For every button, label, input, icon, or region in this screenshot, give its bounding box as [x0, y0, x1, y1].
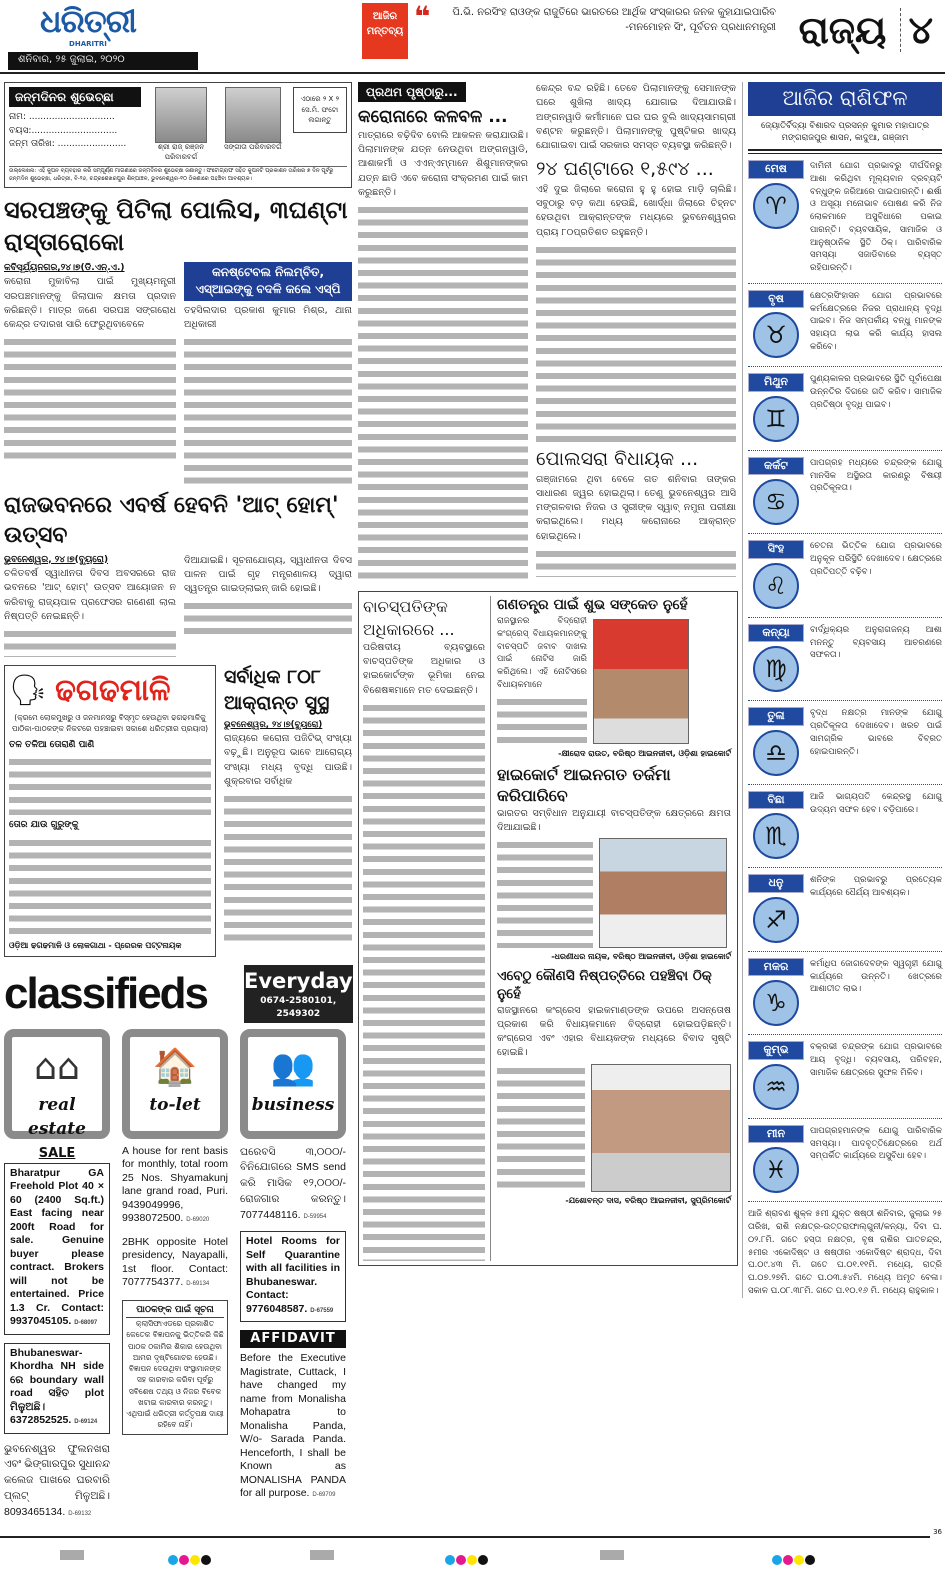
sign-name: କୁମ୍ଭ — [748, 1041, 804, 1060]
article-body: ରାଜସ୍ଥାନର ବିଦ୍ରୋହୀ କଂଗ୍ରେସ୍ ବିଧାୟକମାନଙ୍କୁ ବାଚସ୍ପତି ଜବାବ ଦାଖଲ ପାଇଁ ନୋଟିସ ଜାରି କରିଥିଲେ। ଏହି ନୋଟିସରେ ବିଧାୟକମାନେ — [497, 616, 587, 690]
date-bar: ଶନିବାର, ୨୫ ଜୁଲାଇ, ୨୦୨୦ — [8, 52, 198, 70]
article-body: କେନ୍ଦ୍ର ବନ୍ଦ ରହିଛି। ତେବେ ପିଲାମାନଙ୍କୁ ସେମାନଙ୍କ ଘରେ ଶୁଖିଲା ଖାଦ୍ୟ ଯୋଗାଇ ଦିଆଯାଉଛି। ଅଙ୍ଗନୱାଡି କର୍ମୀମାନେ ଘର ଘର ବୁଲି ଖାଦ୍ୟସାମଗ୍ରୀ ବଣ୍ଟନ କରୁଛନ୍ତି। ପିଲାମାନଙ୍କୁ ପୁଷ୍ଟିକର ଖାଦ୍ୟ ଯୋଗାଇବା ପାଇଁ ସରକାର ସମସ୍ତ ବ୍ୟବସ୍ଥା କରିଛନ୍ତି। — [536, 83, 736, 151]
classifieds-title: classifieds — [4, 968, 208, 1018]
maiden-icon: ♍ — [753, 646, 799, 692]
horoscope-sign — [748, 701, 942, 785]
sign-name: ମେଷ — [748, 160, 804, 179]
article-text-continuation — [358, 203, 528, 583]
to-let-house-icon: 🏠 — [152, 1046, 198, 1088]
reader-notice: ପାଠକଙ୍କ ପାଇଁ ସୂଚନା କ୍ଲାସିଫାଏଡରେ ପ୍ରକାଶିତ କେତେକ ବିଜ୍ଞାପନକୁ ଭିତ୍ତିକରି କିଛି ପାଠକ ଠକାମିର ଶିକାର ହେଉଥିବା ଆମର ଦୃଷ୍ଟିଗୋଚର ହେଉଛି। ବିଜ୍ଞାପନ ଦେଉଥିବା ସଂସ୍ଥାମାନଙ୍କ ସହ କାରବାର କରିବା ପୂର୍ବରୁ ସବିଶେଷ ତଥ୍ୟ ଓ ନିଜର ବିବେକ ଖଟାଇ କାରବାର କରନ୍ତୁ। ଏଥିପାଇଁ ଧରିତ୍ରୀ କର୍ତ୍ତୃପକ୍ଷ ଦାୟୀ ରହିବେ ନାହିଁ। — [122, 1300, 228, 1435]
headline-sarpanch: ସରପଞ୍ଚଙ୍କୁ ପିଟିଲା ପୋଲିସ, ୩ଘଣ୍ଟା ରାସ୍ତାରୋକୋ — [4, 196, 348, 257]
photo-1 — [155, 87, 207, 143]
dateline: ଭୁବନେଶ୍ୱର, ୨୪।୭(ବ୍ୟୁରୋ) — [224, 720, 323, 731]
article-body: ତହସିଲଦାର ପ୍ରକାଶ କୁମାର ମିଶ୍ର, ଥାନା ଅଧିକାରୀ — [184, 304, 352, 330]
photo-slot: ଏଠାରେ ୨ X ୨ ସେ.ମି. ଫଟୋ ଲଗାନ୍ତୁ — [293, 87, 347, 133]
sign-name: କନ୍ୟା — [748, 624, 804, 643]
page-body — [0, 74, 945, 1528]
tile-real-estate: ⌂⌂ real estate — [4, 1029, 110, 1139]
gray-patch — [60, 1550, 84, 1560]
section-title: ରାଜ୍ୟ ୪ — [798, 8, 933, 52]
sign-prediction: ପାପଗ୍ରହ ମଧ୍ୟରେ ଚନ୍ଦ୍ରଙ୍କ ଯୋଗୁ ମାନସିକ ଅସ୍ଥିରତା କାରଣରୁ ବିଷୟୀ ପ୍ରତିକୂଳତା। — [810, 457, 942, 494]
water-bearer-icon: ♒ — [753, 1064, 799, 1110]
left-column — [0, 82, 356, 1528]
byline: -ଯଶୋବନ୍ତ ଦାସ, ବରିଷ୍ଠ ଆଇନଜୀବୀ, ସୁପ୍ରିମକୋର୍ଟ — [565, 1195, 731, 1205]
sign-prediction: ଶନିଙ୍କ ପ୍ରଭାବରୁ ପ୍ରତ୍ୟେକ କାର୍ଯ୍ୟରେ ଧୈର୍ଯ୍ୟ ଆବଶ୍ୟକ। — [810, 875, 942, 898]
sign-name: ମୀନ — [748, 1125, 804, 1144]
sign-prediction: ପୁଣ୍ୟକାଳର ପ୍ରଭାବରେ ସ୍ଥିତି ପୂର୍ବାପେକ୍ଷା ଉନ୍ନତିର ଦିଗରେ ଗତି କରିବ। ସାମାଜିକ ପ୍ରତିଷ୍ଠା ବୃଦ୍ଧି ପାଇବ। — [810, 374, 942, 410]
sign-prediction: ବାର୍ଦ୍ଧିକ୍ୟର ଅନୁରାଗଜନ୍ୟ ଆଶା ମନନ୍ତୁ ବ୍ୟବସାୟ ଆଚରଣରେ ସଫଳତା। — [810, 624, 942, 661]
quote-icon: ❝ — [414, 0, 431, 33]
photo-2 — [225, 87, 281, 143]
article-text-continuation — [536, 547, 736, 577]
classified-ad: A house for rent basis for monthly, total room 25 Nos. Shyamakunj lane grand road, Puri. 9439049996, 9938072500. D-69020 — [122, 1144, 228, 1225]
horoscope-sign — [748, 618, 942, 702]
businessmen-icon: 👥 — [270, 1046, 316, 1088]
horoscope-sign — [748, 284, 942, 368]
sign-prediction: ଆଜି ଭାଗ୍ୟପତି କେନ୍ଦ୍ରସ୍ଥ ଯୋଗୁ ଉଦ୍ୟମ ସଫଳ ହେବ। ବଡ଼ିପାରେ। — [810, 791, 942, 815]
horoscope-sign — [748, 154, 942, 284]
horoscope-sign — [748, 534, 942, 618]
headline-corona-kalabala: କରୋନାରେ କଳବଳ ... — [358, 107, 508, 127]
classified-ad: Bharatpur GA Freehold Plot 40 × 60 (2400 Sq.ft.) East facing near 200ft Road for sale. Genuine buyer please contract. Brokers will not be entertained. Price 1.3 Cr. Contact: 9937045105. D-68097 — [4, 1163, 110, 1335]
proverb-title: ତଳ ତଳିଆ ତୋରାଣି ପାଣି — [9, 739, 95, 750]
kshirod-rout-photo — [593, 619, 689, 744]
horoscope-sign — [748, 868, 942, 952]
sign-prediction: କ୍ଷେତ୍ରସିଂହାସନ ଯୋଗ ପ୍ରଭାବରେ କର୍ମକ୍ଷେତ୍ରରେ ନିଜର ପ୍ରାଧାନ୍ୟ ବୃଦ୍ଧି ପାଇବ। ନିଜ ସମ୍ପର୍କୀୟ ବନ୍ଧୁ ମାନଙ୍କ ସହାୟତା ଲାଭ କରି କାର୍ଯ୍ୟ ହାସଲ କରିବେ। — [810, 290, 942, 352]
article-body: ମାତ୍ରାରେ ବଢ଼ିଦିବ ବୋଲି ଆକଳନ କରାଯାଉଛି। ପିଲାମାନଙ୍କ ଯତ୍ନ ନେଉଥିବା ଅଙ୍ଗନୱାଡି, ଆଶାକର୍ମୀ ଓ ଏଏନ୍ଏମ୍ମାନେ ଶିଶୁମାନଙ୍କର ଯତ୍ନ ଛାଡି ଏବେ କରୋନା ସଂକ୍ରମଣ ପାଇଁ କାମ କରୁଛନ୍ତି। — [358, 129, 528, 198]
horoscope-sign — [748, 1035, 942, 1119]
sign-name: ବୃଷ — [748, 290, 804, 309]
horoscope-sign — [748, 451, 942, 535]
photo-2-caption: ସଙ୍ଗୀତା ପରିବାରବର୍ଗ — [224, 143, 282, 151]
everyday-box: Everyday 0674-2580101, 2549302 — [244, 965, 353, 1023]
sign-prediction: ଦାମିନୀ ଯୋଗ ପ୍ରଭାବରୁ ଦୀର୍ଘଦିନରୁ ଆଶା କରିଥିବା ମୂଲ୍ୟବାନ ଦ୍ରବ୍ୟଟି ବନ୍ଧୁଙ୍କ ଜରିଆରେ ପାଇପାରନ୍ତି। ଈର୍ଷା ଓ ଅସୂୟା ମନୋଭାବ ପୋଷଣ କରି ନିଜ ଲୋକମାନେ ଅସୁବିଧାରେ ପକାଇ ପାରନ୍ତି। ବ୍ୟବସାୟିକ, ସାମାଜିକ ଓ ଆନୁଷ୍ଠାନିକ ସ୍ଥିତି ଠିକ୍। ପାରିବାରିକ ସମସ୍ୟା ସଜାଡିବାରେ ବ୍ୟସ୍ତ ରହିପାରନ୍ତି। — [810, 161, 942, 273]
horoscope-sign — [748, 785, 942, 869]
article-text-continuation — [184, 335, 352, 485]
birthday-fields: ନାମ: .............................. ବୟସ:.............................. ଜନ୍ମ ତାରିଖ: ........................ — [9, 112, 127, 149]
horoscope-sign — [748, 367, 942, 451]
article-text-continuation — [497, 695, 587, 745]
horoscope-sign — [748, 952, 942, 1036]
article-text-continuation — [4, 335, 176, 465]
tile-business: 👥 business — [240, 1029, 346, 1139]
proverb-text — [9, 836, 211, 936]
article-body: ରାଜ୍ୟରେ କରୋନା ପଜିଟିଭ୍ ସଂଖ୍ୟା ବଢ଼ୁଛି। ଅନୁରୂପ ଭାବେ ଆରୋଗ୍ୟ ସଂଖ୍ୟା ମଧ୍ୟ ବୃଦ୍ଧି ପାଉଛି। ଶୁକ୍ରବାର ସର୍ବାଧିକ — [224, 733, 352, 787]
classified-ad: 2BHK opposite Hotel presidency, Nayapalli, 1st floor. Contact: 7077754377. D-69134 — [122, 1235, 228, 1289]
cartoon-faces-icon: 🗣 — [9, 673, 48, 709]
speaker-powers-box — [358, 591, 738, 1266]
middle-column — [356, 82, 742, 1266]
dhaga-dhamali-box — [4, 665, 216, 957]
quote: ପି.ଭି. ନରସିଂହ ରାଓଙ୍କ ରାଜୁତିରେ ଭାରତରେ ଆର୍ଥିକ ସଂସ୍କାରର ଜନକ କୁହାଯାଇପାରିବ -ମନମୋହନ ସିଂ, ପୂର୍ବତନ ପ୍ରଧାନମନ୍ତ୍ରୀ — [452, 7, 776, 33]
sign-prediction: କର୍ମାଧିପ ଜୋଗଦେବଙ୍କ ସ୍ୱଗୃହୀ ଯୋଗୁ କାର୍ଯ୍ୟରେ ଉନ୍ନତି। ଖେତ୍ରରେ ଆଶାତୀତ ଲାଭ। — [810, 958, 942, 995]
sign-prediction: ଚେତନା ଭିତ୍ତିକ ଯୋଗ ପ୍ରଭାବରେ ଅନୁକୂଳ ପରିସ୍ଥିତି ଦେଖାଦେବ। କ୍ଷେତ୍ରରେ ପ୍ରତିପତ୍ତି ବଢ଼ିବ। — [810, 541, 942, 577]
byline: ଓଡ଼ିଆ ଢଗଢମାଳି ଓ ଲୋକଗାଥା - ପ୍ରେରକ ପଟ୍ଟନାୟକ — [9, 940, 182, 950]
article-body: ପରିଷଦୀୟ ବ୍ୟବସ୍ଥାରେ ବାଚସ୍ପତିଙ୍କ ଅଧିକାର ଓ ହାଇକୋର୍ଟଙ୍କ ଭୂମିକା ନେଇ ବିଶେଷଜ୍ଞମାନେ ମତ ଦେଇଛନ୍ତି। — [363, 641, 485, 696]
page-number: 36 — [933, 1528, 942, 1537]
goat-icon: ♑ — [753, 980, 799, 1026]
article-text-continuation — [536, 243, 736, 443]
tile-to-let: 🏠 to-let — [122, 1029, 228, 1139]
headline-808-recovered: ସର୍ବାଧିକ ୮୦୮ ଆକ୍ରାନ୍ତ ସୁସ୍ଥ — [224, 666, 330, 714]
dateline: କବିସୂର୍ଯ୍ୟନଗର,୨୪।୭(ଡି.ଏନ୍.ଏ.) — [4, 262, 125, 273]
article-body: ଦିଆଯାଇଛି। ସୂଚନାଯୋଗ୍ୟ, ସ୍ୱାଧୀନତା ଦିବସ ପାଳନ ପାଇଁ ଗୃହ ମନ୍ତ୍ରଣାଳୟ ଦ୍ୱାରା ସ୍ୱତନ୍ତ୍ର ଗାଇଡ୍ଲାଇନ୍ ଜାରି ହୋଇଛି। — [184, 554, 352, 595]
sign-name: ଧନୁ — [748, 874, 804, 893]
article-body: କରୋନା ମୁକାବିଲା ପାଇଁ ମୁଖ୍ୟମନ୍ତ୍ରୀ ସରପଞ୍ଚମାନଙ୍କୁ ଜିଲାପାଳ କ୍ଷମତା ପ୍ରଦାନ କରିଛନ୍ତି। ମାତ୍ର ଜଣେ ସରପଞ୍ଚ ସଙ୍ଗରୋଧ କେନ୍ଦ୍ର ତଦାରଖ ସାରି ଫେରୁଥିବାବେଳେ — [4, 276, 176, 331]
classified-ad: Bhubaneswar-Khordha NH side ରେ boundary wall road ସହିତ plot ମିଳୁଅଛି। 6372852525. D-69124 — [4, 1343, 110, 1434]
jasobant-das-photo — [591, 1064, 731, 1192]
masthead — [0, 0, 945, 74]
color-registration-dots — [772, 1550, 816, 1569]
color-registration-dots — [445, 1550, 489, 1569]
houses-icon: ⌂⌂ — [34, 1046, 80, 1088]
footer — [0, 1528, 942, 1570]
sign-name: କର୍କଟ — [748, 457, 804, 476]
article-body: ଚଳିତବର୍ଷ ସ୍ୱାଧୀନତା ଦିବସ ଅବସରରେ ରାଜ ଭବନରେ 'ଆଟ୍ ହୋମ୍' ଉତ୍ସବ ଆୟୋଜନ ନ କରିବାକୁ ରାଜ୍ୟପାଳ ପ୍ରଫେସର ଗଣେଶୀ ଲାଲ ନିଷ୍ପତ୍ତି ନେଇଛନ୍ତି। — [4, 568, 176, 622]
archer-icon: ♐ — [753, 897, 799, 943]
sign-list — [748, 154, 942, 1202]
gray-patch — [310, 1550, 334, 1560]
article-body: ରାଜସ୍ଥାନରେ କଂଗ୍ରେସ ହାଇକମାଣ୍ଡଙ୍କ ଉପରେ ଅସନ୍ତୋଷ ପ୍ରକାଶ କରି ବିଧାୟକମାନେ ବିଦ୍ରୋହୀ ହୋଇପଡ଼ିଛନ୍ତି। କଂଗ୍ରେସ ଏବଂ ଏହାର ବିଧାୟକଙ୍କ ମଧ୍ୟରେ ବିବାଦ ସୃଷ୍ଟି ହୋଇଛି। — [497, 1004, 731, 1059]
front-page-continuation-tag: ପ୍ରଥମ ପୃଷ୍ଠାରୁ... — [358, 82, 466, 102]
proverb-text — [9, 755, 211, 815]
column-subtitle: (କ୍ରମେ ଲୋକମୁଖରୁ ଓ ଜନମାନସରୁ ବିସ୍ମୃତ ହେଉଥିବା ଢଗଢମାଳିକୁ ପାଠିକା-ପାଠକଙ୍କ ନିକଟରେ ପହଞ୍ଚାଇବା ସକାଶେ ଧରିତ୍ରୀର ପ୍ରୟାସ) — [11, 713, 209, 734]
ram-icon: ♈ — [753, 183, 799, 229]
scales-icon: ♎ — [753, 730, 799, 776]
horoscope-title: ଆଜିର ରାଶିଫଳ — [748, 82, 942, 116]
astrologer-credit: ଜ୍ୟୋତିର୍ବିଦ୍ୟା ବିଶାରଦ ପ୍ରସନ୍ନ କୁମାର ମହାପାତ୍ର ମଙ୍ଗରାଜପୁର ଶାସନ, କାଦୁଆ, ଗଞ୍ଜାମ — [760, 120, 930, 144]
lion-icon: ♌ — [753, 563, 799, 609]
twins-icon: ♊ — [753, 396, 799, 442]
headline-1594: ୨୪ ଘଣ୍ଟାରେ ୧,୫୯୪ ... — [536, 158, 714, 181]
proverb-title: ତୋର ଯାଉ ଗୁରୁଙ୍କୁ — [9, 820, 79, 831]
sign-name: ମିଥୁନ — [748, 373, 804, 392]
logo: ଧରିତ୍ରୀ DHARITRI — [40, 2, 136, 48]
sign-name: ବିଛା — [748, 791, 804, 810]
article-text-continuation — [363, 701, 485, 1261]
sign-prediction: ବକ୍ରଭୀ ଚନ୍ଦ୍ରଙ୍କ ଯୋଗ ପ୍ରଭାବରେ ଆୟ ବୃଦ୍ଧି। ବ୍ୟବସାୟ, ପରିବହନ, ସାମାଜିକ କ୍ଷେତ୍ରରେ ସୁଫଳ ମିଳିବ। — [810, 1042, 942, 1078]
byline: -କ୍ଷୀରୋଦ ରାଉତ, ବରିଷ୍ଠ ଆଇନଜୀବୀ, ଓଡ଼ିଶା ହାଇକୋର୍ଟ — [558, 748, 731, 758]
article-text-continuation — [224, 792, 352, 942]
sale-heading: SALE — [38, 1145, 76, 1161]
dateline: ଭୁବନେଶ୍ୱର, ୨୪।୭(ବ୍ୟୁରୋ) — [4, 554, 109, 565]
crab-icon: ♋ — [753, 479, 799, 525]
fish-icon: ♓ — [753, 1147, 799, 1193]
headline-not-good-for-democracy: ଗଣତନ୍ତ୍ର ପାଇଁ ଶୁଭ ସଙ୍କେତ ନୁହେଁ — [497, 597, 688, 614]
sign-name: ସିଂହ — [748, 540, 804, 559]
bull-icon: ♉ — [753, 312, 799, 358]
article-body: ଏହି ଦୁଇ ଜିଲାରେ କରୋନା ହୁ ହୁ ହୋଇ ମାଡ଼ି ଚାଲିଛି। ସବୁଠାରୁ ବଡ଼ କଥା ହେଉଛି, ଖୋର୍ଦ୍ଧା ଜିଲାରେ ଚିହ୍ନଟ ହେଉଥିବା ଆକ୍ରାନ୍ତଙ୍କ ମଧ୍ୟରେ ଭୁବନେଶ୍ୱରର ପ୍ରାୟ ୮୦ପ୍ରତିଶତ ରହୁଛନ୍ତି। — [536, 183, 736, 238]
scorpion-icon: ♏ — [753, 813, 799, 859]
color-registration-dots — [168, 1550, 212, 1569]
birthday-note: ଉଲ୍ଲେଖନା: ଏହି କୁପନ ବ୍ୟବହାର କରି ସମ୍ପୂର୍ଣ୍ଣ ମାଗଣାରେ ଜନ୍ମଦିନର ଶୁଭେଚ୍ଛା ଜଣାନ୍ତୁ। ଫଟୋଗ୍ରାଫ ସହିତ କୁପନଟି ପ୍ରକାଶନ ତାରିଖର ୭ ଦିନ ପୂର୍ବରୁ ଜନ୍ମଦିନ ଶୁଭେଚ୍ଛା, ଧରିତ୍ରୀ, ବି-୨୬, ଚନ୍ଦ୍ରଶେଖରପୁର ଶିଳ୍ପାଞ୍ଚଳ, ଭୁବନେଶ୍ୱର-୧୦ ଠିକଣାରେ ପହଞ୍ଚିବା ଆବଶ୍ୟକ। — [9, 166, 347, 184]
birthday-title: ଜନ୍ମଦିନର ଶୁଭେଚ୍ଛା — [9, 87, 141, 107]
sign-prediction: ବୃଦ୍ଧ ନକ୍ଷତ୍ର ମାନଙ୍କ ଯୋଗୁ ପ୍ରତିକୂଳତା ଦେଖାଦେବ। ଖରଚ ପାଇଁ ସାମଗ୍ରିକ ଭାବରେ ବିବ୍ରତ ହୋଇପାରନ୍ତି। — [810, 708, 942, 757]
article-body: ଗଞ୍ଜାମରେ ଥିବା ବେଳେ ଗତ ଶନିବାର ତାଙ୍କର ସାଧାରଣ ଜ୍ୱର ହୋଇଥିଲା। ତେଣୁ ଭୁବନେଶ୍ୱର ଆସି ମଙ୍ଗଳବାର ନିଜର ଓ ସ୍ତ୍ରୀଙ୍କ ସ୍ୱାବ୍ ନମୁନା ପରୀକ୍ଷା କରାଇଥିଲେ। ମଧ୍ୟ କରୋନାରେ ଆକ୍ରାନ୍ତ ହୋଇଥିଲେ। — [536, 473, 736, 542]
todays-quote-label: ଆଜିର ମନ୍ତବ୍ୟ — [362, 3, 408, 59]
headline-premature-decision: ଏବେଠୁ କୌଣସି ନିଷ୍ପତ୍ତିରେ ପହଞ୍ଚିବା ଠିକ୍ ନୁହେଁ — [497, 968, 712, 1003]
article-text-continuation — [184, 599, 352, 639]
headline-hc-interpretation: ହାଇକୋର୍ଟ ଆଇନଗତ ତର୍ଜମା କରିପାରିବେ — [497, 764, 671, 806]
panchang-text: ଆଜି ଶ୍ରାବଣ ଶୁକ୍ଳ ୫ମୀ ଯୁକ୍ତ ଷଷ୍ଠୀ ଶନିବାର, ଜୁଲାଇ ୨୫ ତାରିଖ, ରାଶି ନକ୍ଷତ୍ର-ଉତ୍ତରାଫାଲ୍ଗୁନୀ/କନ୍ୟା, ଦିବା ଘ. ୦୨.୮ମି. ଗତେ ହସ୍ତା ନକ୍ଷତ୍ର, ବୃଷ ରାଶିର ଘାତଚନ୍ଦ୍ର, ୫ମୀର ଏକୋଦିଷ୍ଟ ଓ ଷଷ୍ଠୀର ଏକୋଦିଷ୍ଟ ଶ୍ରାଦ୍ଧ, ଦିବା ଘ.୦୯.୪୩ ମି. ଗତେ ଘ.୦୧.୧୧ମି. ମଧ୍ୟେ, ରାତ୍ରି ଘ.୦୭.୨୭ମି. ଗତେ ଘ.୦୩.୫୪ମି. ମଧ୍ୟେ ଅମୃତ ବେଳା। ସକାଳ ଘ.୦୮.୩୮ମି. ଗତେ ଘ.୧୦.୧୬ ମି. ମଧ୍ୟେ ରାହୁକାଳ। — [748, 1209, 942, 1296]
article-text-continuation — [497, 1064, 585, 1192]
headline-speaker: ବାଚସ୍ପତିଙ୍କ ଅଧିକାରରେ ... — [363, 597, 455, 639]
byline: -ଧରଣୀଧର ନାୟକ, ବରିଷ୍ଠ ଆଇନଜୀବୀ, ଓଡ଼ିଶା ହାଇକୋର୍ଟ — [551, 952, 731, 962]
classified-ad: Hotel Rooms for Self Quarantine with all facilities in Bhubaneswar. Contact: 9776048587. D-67559 — [240, 1231, 346, 1322]
horoscope-column — [742, 82, 945, 1298]
birthday-coupon — [4, 82, 352, 188]
article-body: ଭାରତର ସମ୍ବିଧାନ ଅନୁଯାୟୀ ବାଚସ୍ପତିଙ୍କ କ୍ଷେତ୍ରରେ କ୍ଷମତା ଦିଆଯାଇଛି। — [497, 807, 731, 834]
headline-raj-bhavan: ରାଜଭବନରେ ଏବର୍ଷ ହେବନି 'ଆଟ୍ ହୋମ୍' ଉତ୍ସବ — [4, 493, 339, 548]
classified-ad: ଭୁବନେଶ୍ୱର ଫୁଲନଖରା ଏବଂ ଭିଙ୍ଗାରପୁର ସୁଧାନନ୍ଦ କଲେଜ ପାଖରେ ଘରବାରି ପ୍ଲଟ୍ ମିଳୁଅଛି। 8093465134. D-69132 — [4, 1442, 110, 1518]
sign-prediction: ପାପଗ୍ରହମାନଙ୍କ ଯୋଗୁ ପାରିବାରିକ ସମସ୍ୟା। ପାଦବୃତ୍ତିକ୍ଷେତ୍ରରେ ଅର୍ଥ ସମ୍ପର୍କିତ କାର୍ଯ୍ୟରେ ଅସୁବିଧା ହେବ। — [810, 1125, 942, 1162]
classified-ad: ଘରେବସି ୩,୦୦୦/- ବିନିଯୋଗରେ SMS send କରି ମାସିକ ୧୨,୦୦୦/- ରୋଜଗାର କରନ୍ତୁ। 7077448116. D-59954 — [240, 1145, 346, 1221]
dharanidhar-nayak-photo — [599, 838, 727, 948]
photo-1-caption: ଶ୍ରୀ ରାଜ୍ ରଞ୍ଜନ ପରିବାରବର୍ଗ — [157, 143, 205, 161]
horoscope-sign — [748, 1119, 942, 1203]
article-text-continuation — [497, 838, 593, 948]
affidavit-heading: AFFIDAVIT — [240, 1330, 346, 1348]
gray-patch — [600, 1550, 624, 1560]
classified-ad: Before the Executive Magistrate, Cuttack, I have changed my name from Monalisha Mohapatra to Monalisha Panda, W/o- Sarada Panda. Henceforth, I shall be Known as MONALISHA PANDA for all purpose. D-69709 — [240, 1352, 346, 1500]
subheadline-box: କନଷ୍ଟେବଲ ନିଲମ୍ବିତ, ଏସ୍ଆଇଙ୍କୁ ବଦଳି କଲେ ଏସ୍ପି — [184, 262, 352, 301]
sign-name: ମକର — [748, 958, 804, 977]
article-text-continuation — [4, 627, 176, 657]
column-title: ଢଗଢମାଳି — [55, 673, 171, 709]
headline-polasara-mla: ପୋଲସରା ବିଧାୟକ ... — [536, 447, 699, 470]
sign-name: ତୁଳା — [748, 707, 804, 726]
